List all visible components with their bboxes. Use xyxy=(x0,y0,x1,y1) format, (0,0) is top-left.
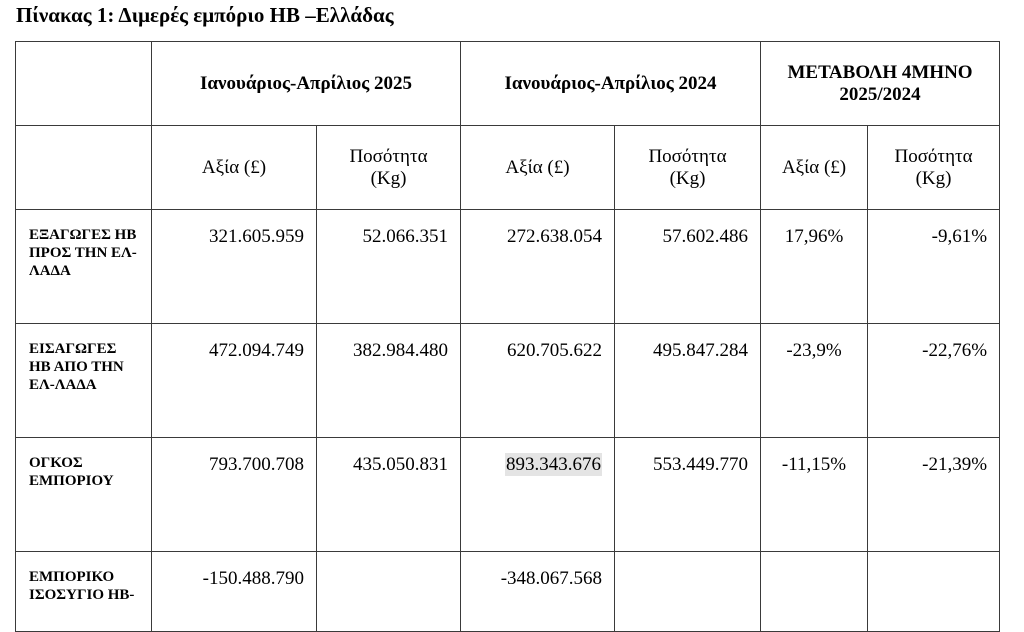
cell-quantity-2024: 495.847.284 xyxy=(615,324,761,438)
cell-quantity-2025: 382.984.480 xyxy=(317,324,461,438)
cell-quantity-change: -22,76% xyxy=(868,324,1000,438)
table-row-imports xyxy=(16,324,1000,438)
cell-quantity-change: -9,61% xyxy=(868,210,1000,324)
corner-cell xyxy=(16,42,152,126)
row-label: ΕΙΣΑΓΩΓΕΣ ΗΒ ΑΠΟ ΤΗΝ ΕΛ-ΛΑΔΑ xyxy=(16,324,152,438)
cell-quantity-2025: 52.066.351 xyxy=(317,210,461,324)
cell-quantity-2024: 553.449.770 xyxy=(615,438,761,552)
cell-value-2025: 793.700.708 xyxy=(152,438,317,552)
cell-value-change: 17,96% xyxy=(761,210,868,324)
header-change-2025-2024: ΜΕΤΑΒΟΛΗ 4ΜΗΝΟ 2025/2024 xyxy=(761,42,1000,126)
sub-header-row xyxy=(16,126,1000,210)
cell-value-2024: 272.638.054 xyxy=(461,210,615,324)
cell-quantity-2025: 435.050.831 xyxy=(317,438,461,552)
table-title: Πίνακας 1: Διμερές εμπόριο ΗΒ –Ελλάδας xyxy=(16,3,394,27)
row-label: ΟΓΚΟΣ ΕΜΠΟΡΙΟΥ xyxy=(16,438,152,552)
table-row-trade-volume xyxy=(16,438,1000,552)
row-label: ΕΞΑΓΩΓΕΣ ΗΒ ΠΡΟΣ ΤΗΝ ΕΛ-ΛΑΔΑ xyxy=(16,210,152,324)
row-label: ΕΜΠΟΡΙΚΟ ΙΣΟΣΥΓΙΟ ΗΒ- xyxy=(16,552,152,632)
sub-corner-cell xyxy=(16,126,152,210)
subheader-quantity-2025: Ποσότητα (Kg) xyxy=(317,126,461,210)
cell-value-2025: 472.094.749 xyxy=(152,324,317,438)
subheader-quantity-2024: Ποσότητα (Kg) xyxy=(615,126,761,210)
cell-value-change: -23,9% xyxy=(761,324,868,438)
cell-value-2024: -348.067.568 xyxy=(461,552,615,632)
cell-value-2025: 321.605.959 xyxy=(152,210,317,324)
header-jan-apr-2024: Ιανουάριος-Απρίλιος 2024 xyxy=(461,42,761,126)
subheader-value-2024: Αξία (£) xyxy=(461,126,615,210)
cell-value-change: -11,15% xyxy=(761,438,868,552)
highlighted-value: 893.343.676 xyxy=(506,454,602,475)
header-jan-apr-2025: Ιανουάριος-Απρίλιος 2025 xyxy=(152,42,461,126)
subheader-quantity-change: Ποσότητα (Kg) xyxy=(868,126,1000,210)
cell-value-2024 xyxy=(461,438,615,552)
cell-quantity-2024: 57.602.486 xyxy=(615,210,761,324)
cell-quantity-change: -21,39% xyxy=(868,438,1000,552)
subheader-value-change: Αξία (£) xyxy=(761,126,868,210)
table-row-exports xyxy=(16,210,1000,324)
bilateral-trade-table xyxy=(15,41,1000,632)
subheader-value-2025: Αξία (£) xyxy=(152,126,317,210)
group-header-row xyxy=(16,42,1000,126)
cell-value-2025: -150.488.790 xyxy=(152,552,317,632)
cell-value-2024: 620.705.622 xyxy=(461,324,615,438)
